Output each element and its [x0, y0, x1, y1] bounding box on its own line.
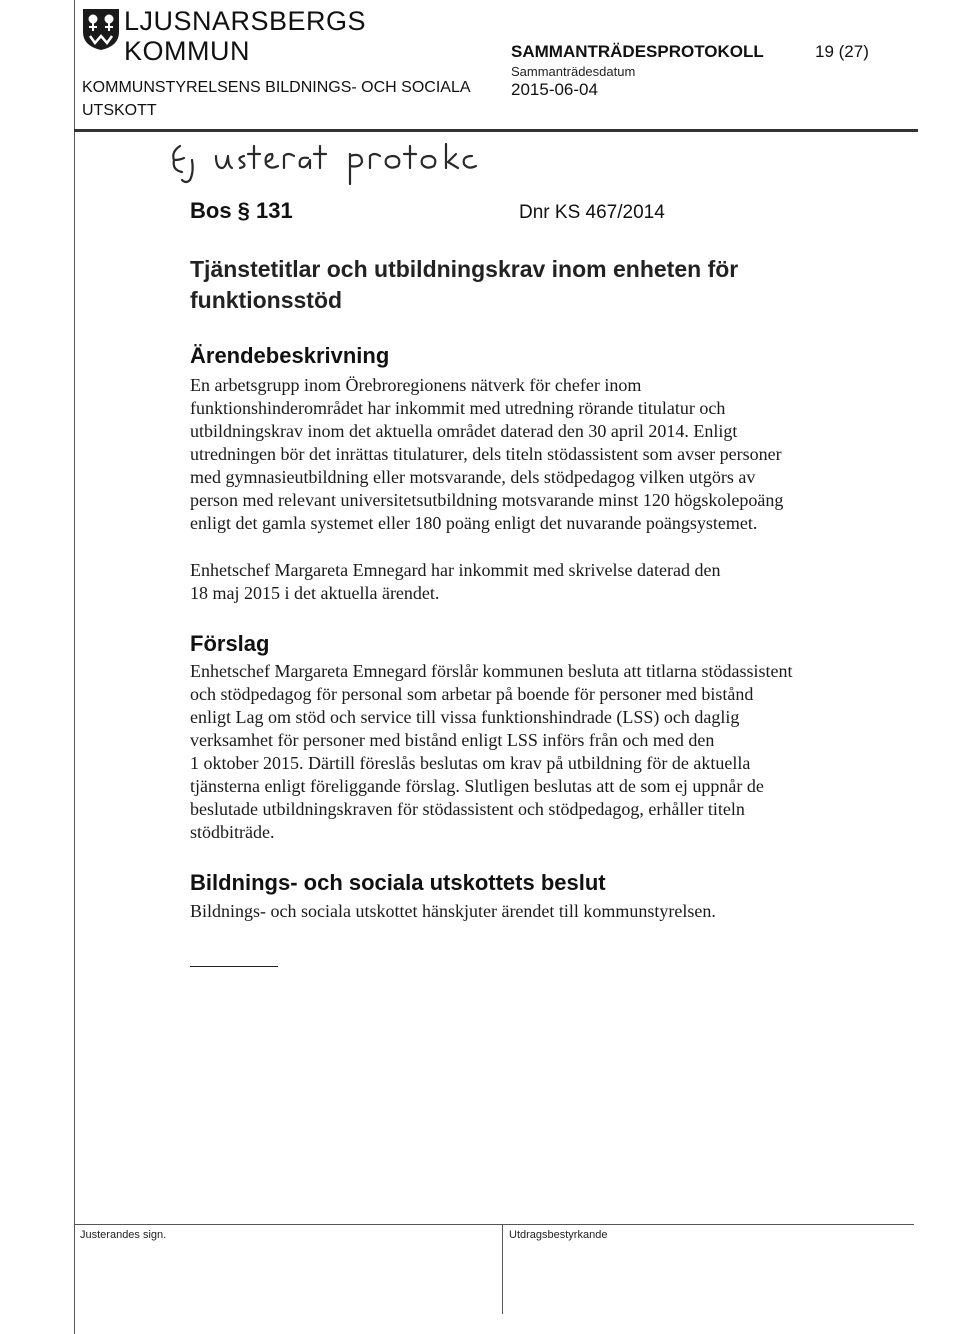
- page-number: 19 (27): [815, 42, 869, 61]
- body-line: Enhetschef Margareta Emnegard förslår kommunen besluta att titlarna stödassistent: [190, 661, 793, 681]
- meeting-date-label: Sammanträdesdatum: [511, 64, 636, 79]
- handwritten-annotation: [168, 138, 478, 188]
- signature-rule: [190, 966, 278, 967]
- case-title: Tjänstetitlar och utbildningskrav inom enheten för funktionsstöd: [190, 256, 739, 313]
- section-heading-forslag: Förslag: [190, 631, 270, 656]
- body-line: tjänsterna enligt föreliggande förslag. Slutligen beslutas att de som ej uppnår de: [190, 776, 764, 796]
- body-line: 18 maj 2015 i det aktuella ärendet.: [190, 583, 440, 603]
- section-heading-arendebeskrivning: Ärendebeskrivning: [190, 343, 390, 368]
- body-line: utbildningskrav inom det aktuella området daterad den 30 april 2014. Enligt: [190, 421, 738, 441]
- body-line: enligt det gamla systemet eller 180 poäng enligt det nuvarande poängsystemet.: [190, 513, 758, 533]
- body-line: Bildnings- och sociala utskottet hänskjuter ärendet till kommunstyrelsen.: [190, 901, 716, 921]
- org-name-line2: KOMMUN: [124, 36, 250, 66]
- body-line: med gymnasieutbildning eller motsvarande, dels stödpedagog vilken utgörs av: [190, 467, 756, 487]
- header-divider: [74, 129, 918, 132]
- footer-divider: [502, 1224, 503, 1314]
- municipal-crest-icon: [80, 6, 122, 52]
- committee-name-line2: UTSKOTT: [82, 102, 157, 119]
- left-margin-rule: [74, 0, 75, 1334]
- body-line: Enhetschef Margareta Emnegard har inkommit med skrivelse daterad den: [190, 560, 721, 580]
- body-line: En arbetsgrupp inom Örebroregionens nätverk för chefer inom: [190, 375, 642, 395]
- body-line: funktionshinderområdet har inkommit med utredning rörande titulatur och: [190, 398, 726, 418]
- body-line: och stödpedagog för personal som arbetar på boende för personer med bistånd: [190, 684, 754, 704]
- body-line: utredningen bör det inrättas titulaturer, dels titeln stödassistent som avser personer: [190, 444, 782, 464]
- body-line: enligt Lag om stöd och service till vissa funktionshindrade (LSS) och daglig: [190, 707, 740, 727]
- document-type: SAMMANTRÄDESPROTOKOLL: [511, 42, 764, 61]
- footer-signature-label: Justerandes sign.: [80, 1229, 167, 1241]
- case-number: Dnr KS 467/2014: [519, 202, 665, 223]
- section-heading-beslut: Bildnings- och sociala utskottets beslut: [190, 870, 606, 895]
- body-line: verksamhet för personer med bistånd enligt LSS införs från och med den: [190, 730, 715, 750]
- body-line: person med relevant universitetsutbildning motsvarande minst 120 högskolepoäng: [190, 490, 784, 510]
- footer-rule: [74, 1224, 914, 1225]
- body-line: stödbiträde.: [190, 822, 275, 842]
- body-line: 1 oktober 2015. Därtill föreslås beslutas om krav på utbildning för de aktuella: [190, 753, 751, 773]
- org-name-line1: LJUSNARSBERGS: [124, 6, 367, 36]
- footer-certification-label: Utdragsbestyrkande: [509, 1229, 608, 1241]
- body-line: beslutade utbildningskraven för stödassistent och stödpedagog, erhåller titeln: [190, 799, 745, 819]
- meeting-date: 2015-06-04: [511, 80, 598, 99]
- section-number: Bos § 131: [190, 198, 293, 223]
- committee-name-line1: KOMMUNSTYRELSENS BILDNINGS- OCH SOCIALA: [82, 79, 471, 96]
